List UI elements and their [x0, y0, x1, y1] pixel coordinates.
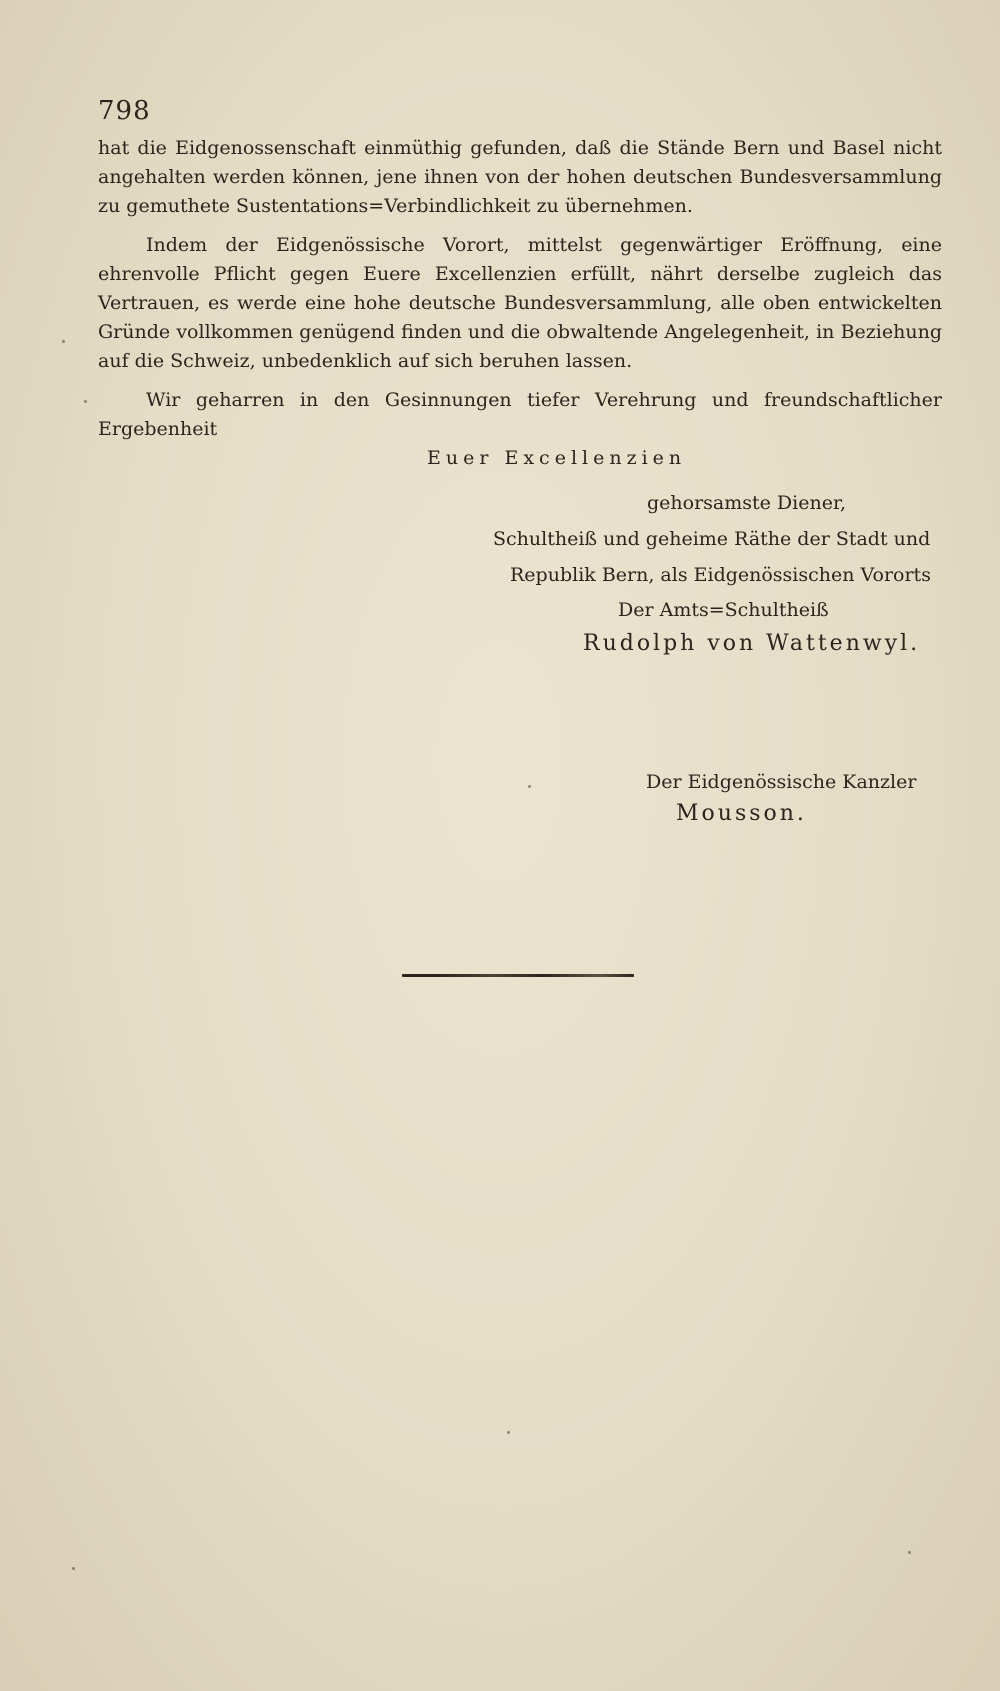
paper-speck: [62, 340, 65, 343]
signatory-name: Rudolph von Wattenwyl.: [583, 631, 921, 656]
paragraph-vorort: Indem der Eidgenössische Vorort, mittelst gegenwärtiger Eröffnung, eine ehrenvolle Pflicht gegen Euere Excellenzien erfüllt, nährt derselbe zugleich das Vertrauen, es werde eine hohe deutsche Bundesversammlung, alle oben entwickelten Gründe vollkommen genügend finden und die obwaltende Angelegenheit, in Beziehung auf die Schweiz, unbedenklich auf sich beruhen lassen.: [98, 234, 942, 372]
paragraph-closing: Wir geharren in den Gesinnungen tiefer Verehrung und freundschaftlicher Ergebenheit: [98, 389, 942, 440]
body-text: [98, 134, 942, 444]
chancellor-name: Mousson.: [676, 801, 807, 826]
title-line-1: Schultheiß und geheime Räthe der Stadt und: [493, 528, 931, 550]
page-number: 798: [98, 96, 151, 126]
servants-line: gehorsamste Diener,: [647, 492, 846, 514]
paper-speck: [908, 1551, 911, 1554]
paper-speck: [528, 785, 531, 788]
paper-speck: [507, 1431, 510, 1434]
paper-speck: [84, 400, 87, 403]
paragraph-continuation: hat die Eidgenossenschaft einmüthig gefunden, daß die Stände Bern und Basel nicht angehalten werden können, jene ihnen von der hohen deutschen Bundesversammlung zu gemuthete Sustentations=Verbindlichkeit zu übernehmen.: [98, 137, 942, 217]
office-line: Der Amts=Schultheiß: [618, 599, 829, 621]
paper-speck: [72, 1567, 75, 1570]
chancellor-title: Der Eidgenössische Kanzler: [646, 771, 917, 793]
title-line-2: Republik Bern, als Eidgenössischen Vororts: [510, 564, 931, 586]
closing-salutation: Euer Excellenzien: [427, 447, 687, 469]
separator-rule: [402, 974, 634, 977]
